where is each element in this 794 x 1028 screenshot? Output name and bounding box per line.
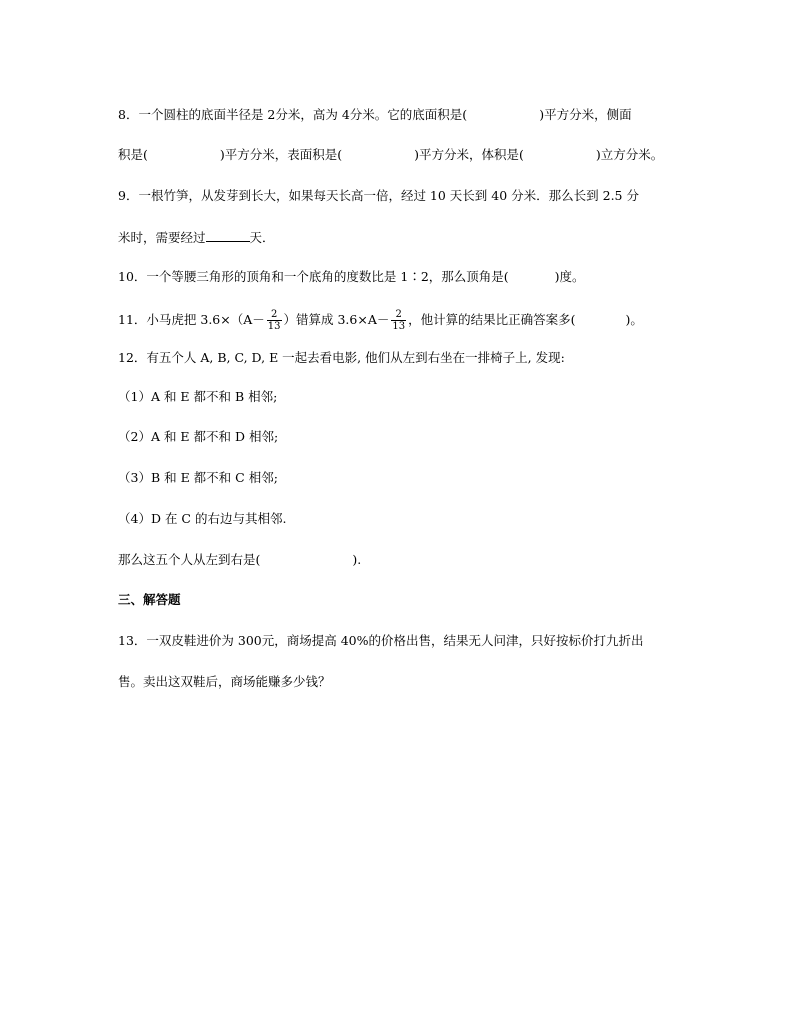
q12-condition-3-text: （3）B 和 E 都不和 C 相邻; bbox=[118, 470, 278, 485]
q8-text-1b: )平方分米，侧面 bbox=[539, 107, 632, 122]
q9-line-2 bbox=[118, 229, 275, 246]
q9-text-2a: 米时，需要经过 bbox=[118, 230, 206, 245]
section-3-heading bbox=[118, 592, 181, 608]
q11-fraction-2-numerator: 2 bbox=[391, 309, 406, 321]
q11-fraction-1 bbox=[267, 309, 282, 332]
q8-text-2d: )立方分米。 bbox=[595, 147, 664, 162]
q9-text-1: 9．一根竹笋，从发芽到长大，如果每天长高一倍，经过 10 天长到 40 分米．那么长到 2.5 分 bbox=[118, 188, 639, 203]
q12-condition-2-text: （2）A 和 E 都不和 D 相邻; bbox=[118, 429, 279, 444]
q11-fraction-2 bbox=[391, 309, 406, 332]
q9-text-2b: 天． bbox=[249, 230, 275, 245]
q12-condition-1-text: （1）A 和 E 都不和 B 相邻; bbox=[118, 389, 278, 404]
q11-fraction-2-denominator: 13 bbox=[392, 321, 406, 332]
q12-intro-text: 12．有五个人 A, B, C, D, E 一起去看电影, 他们从左到右坐在一排椅子上, 发现: bbox=[118, 350, 565, 365]
q13-text-1: 13．一双皮鞋进价为 300元，商场提高 40%的价格出售，结果无人问津，只好按标价打九折出 bbox=[118, 633, 644, 648]
q12-intro bbox=[118, 350, 565, 366]
q8-line-1 bbox=[118, 107, 632, 123]
q12-condition-3 bbox=[118, 470, 278, 486]
q11-text-d: )。 bbox=[625, 312, 643, 327]
q11-text-c: ，他计算的结果比正确答案多( bbox=[408, 312, 576, 327]
q13-line-1 bbox=[118, 633, 644, 649]
q12-condition-2 bbox=[118, 429, 278, 445]
q9-line-1 bbox=[118, 188, 639, 204]
q12-question bbox=[118, 552, 361, 568]
q8-text-2a: 积是( bbox=[118, 147, 148, 162]
q10-text-b: )度。 bbox=[554, 269, 585, 284]
q9-answer-underline[interactable] bbox=[206, 229, 250, 242]
q12-question-text-a: 那么这五个人从左到右是( bbox=[118, 552, 261, 567]
q13-text-2: 售。卖出这双鞋后，商场能赚多少钱？ bbox=[118, 674, 331, 689]
q10-text-a: 10．一个等腰三角形的顶角和一个底角的度数比是 1∶2，那么顶角是( bbox=[118, 269, 509, 284]
section-3-title: 三、解答题 bbox=[118, 592, 181, 607]
q8-text-2b: )平方分米，表面积是( bbox=[219, 147, 343, 162]
q11-line bbox=[118, 308, 643, 332]
q13-line-2 bbox=[118, 674, 331, 690]
q11-fraction-1-numerator: 2 bbox=[267, 309, 282, 321]
q12-condition-4 bbox=[118, 511, 286, 527]
q11-text-b: ）错算成 3.6×A－ bbox=[283, 312, 390, 327]
q10-line bbox=[118, 269, 585, 285]
q12-condition-1 bbox=[118, 389, 277, 405]
q12-condition-4-text: （4）D 在 C 的右边与其相邻. bbox=[118, 511, 287, 526]
q11-text-a: 11．小马虎把 3.6×（A－ bbox=[118, 312, 265, 327]
q8-line-2 bbox=[118, 147, 663, 163]
q8-text-2c: )平方分米，体积是( bbox=[414, 147, 524, 162]
q12-question-text-b: ). bbox=[352, 552, 362, 567]
q11-fraction-1-denominator: 13 bbox=[267, 321, 281, 332]
q8-text-1a: 8．一个圆柱的底面半径是 2分米，高为 4分米。它的底面积是( bbox=[118, 107, 468, 122]
